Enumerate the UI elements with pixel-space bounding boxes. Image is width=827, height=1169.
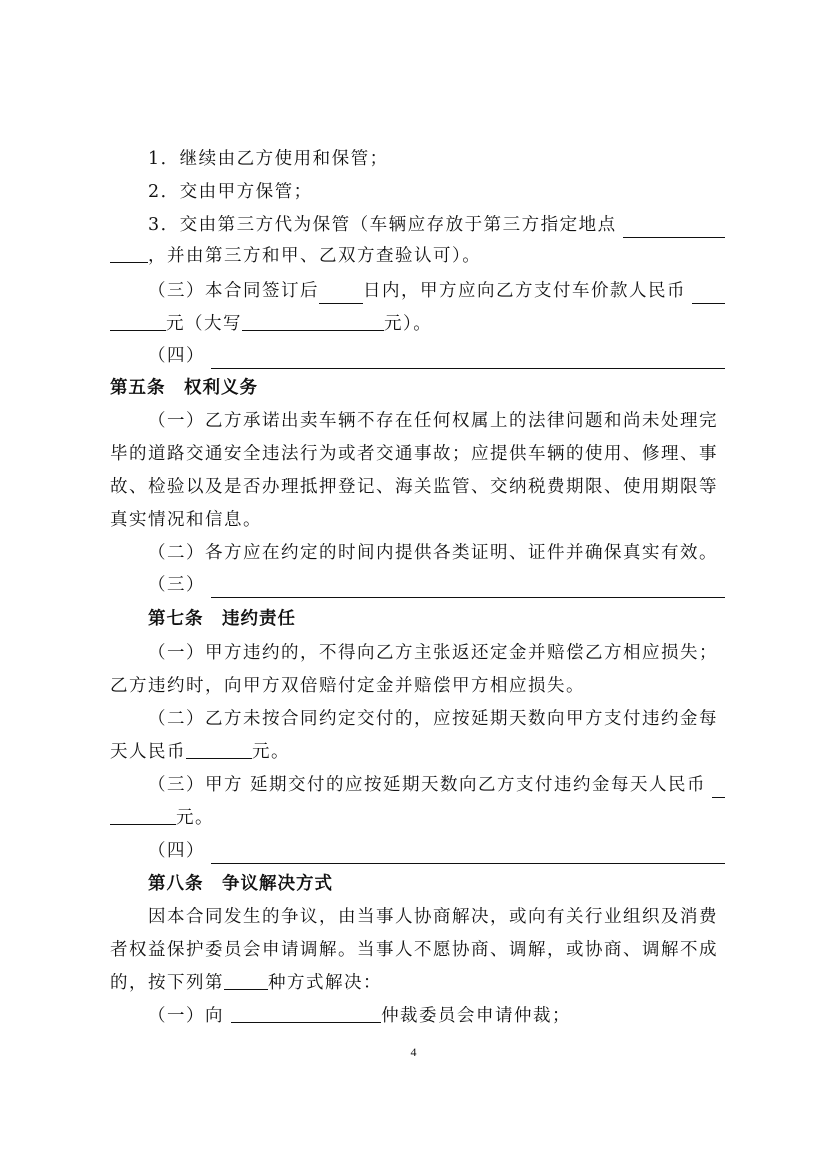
text-line: 2．交由甲方保管； (148, 182, 313, 202)
text-line: 者权益保护委员会申请调解。当事人不愿协商、调解，或协商、调解不成 (110, 940, 718, 960)
text-line: 因本合同发生的争议，由当事人协商解决，或向有关行业组织及消费 (148, 907, 718, 927)
text-line: 元。 (110, 805, 725, 831)
text-line: 故、检验以及是否办理抵押登记、海关监管、交纳税费期限、使用期限等 (110, 477, 718, 497)
blank-field (110, 312, 166, 331)
blank-field (110, 806, 176, 825)
text-line: （三）本合同签订后 日内，甲方应向乙方支付车价款人民币 (148, 278, 725, 304)
blank-field (623, 219, 725, 238)
page-number: 4 (410, 1045, 417, 1059)
section-heading: 第八条 争议解决方式 (148, 874, 333, 894)
text-line: ，并由第三方和甲、乙双方查验认可）。 (110, 243, 725, 269)
text-line: （二）各方应在约定的时间内提供各类证明、证件并确保真实有效。 (148, 543, 718, 563)
blank-field (211, 350, 725, 369)
blank-field (242, 312, 384, 331)
blank-field (211, 845, 725, 864)
text-line: （四） (148, 343, 725, 369)
text-line: 的，按下列第 种方式解决： (110, 973, 382, 993)
text-line: （一）向 仲裁委员会申请仲裁； (148, 1006, 572, 1026)
text-line: 元（大写 元）。 (110, 311, 725, 337)
section-heading: 第七条 违约责任 (148, 609, 296, 629)
text-line: （一）甲方违约的，不得向乙方主张返还定金并赔偿乙方相应损失； (148, 643, 718, 663)
blank-field (224, 971, 268, 990)
blank-field (231, 1004, 381, 1023)
text-line: 3．交由第三方代为保管（车辆应存放于第三方指定地点 (148, 212, 725, 238)
blank-field (186, 740, 252, 759)
section-heading: 第五条 权利义务 (110, 378, 258, 398)
blank-field (692, 285, 725, 304)
text-line: （三） (148, 572, 725, 598)
text-line: 乙方违约时，向甲方双倍赔付定金并赔偿甲方相应损失。 (110, 676, 585, 696)
text-line: 1．继续由乙方使用和保管； (148, 149, 389, 169)
blank-field (712, 779, 725, 798)
blank-field (319, 285, 363, 304)
blank-field (110, 244, 148, 263)
text-line: （三）甲方 延期交付的应按延期天数向乙方支付违约金每天人民币 (148, 772, 725, 798)
text-line: 毕的道路交通安全违法行为或者交通事故；应提供车辆的使用、修理、事 (110, 444, 718, 464)
text-line: （一）乙方承诺出卖车辆不存在任何权属上的法律问题和尚未处理完 (148, 411, 718, 431)
text-line: （四） (148, 838, 725, 864)
text-line: （二）乙方未按合同约定交付的，应按延期天数向甲方支付违约金每 (148, 709, 718, 729)
text-line: 天人民币 元。 (110, 742, 290, 762)
text-line: 真实情况和信息。 (110, 510, 262, 530)
blank-field (211, 579, 725, 598)
